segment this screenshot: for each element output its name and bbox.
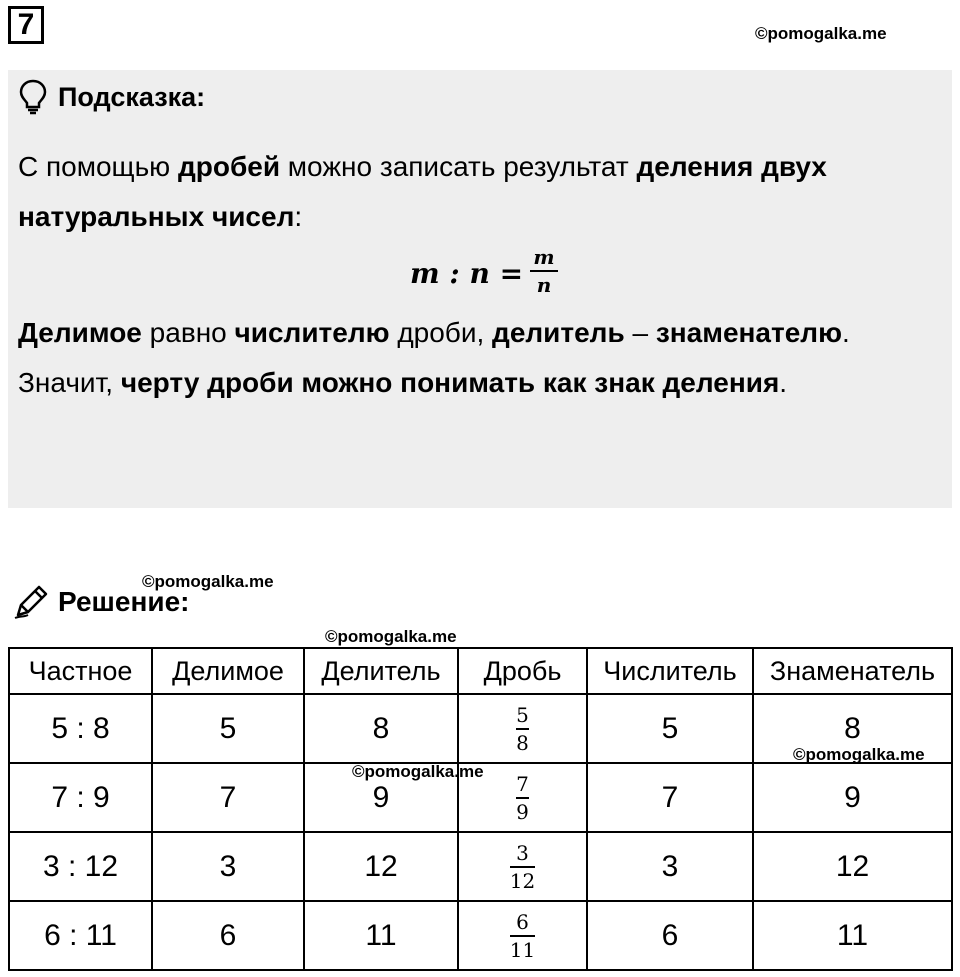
fraction-bar (516, 728, 529, 730)
cell-quotient: 3 : 12 (9, 832, 152, 901)
fraction-numerator: 6 (516, 909, 529, 934)
task-number: 7 (8, 6, 44, 44)
lightbulb-icon (18, 79, 48, 115)
solution-title (12, 583, 189, 621)
cell-fraction (458, 832, 587, 901)
cell-quotient: 6 : 11 (9, 901, 152, 970)
header-numerator: Числитель (587, 648, 753, 694)
header-denominator: Знаменатель (753, 648, 952, 694)
fraction (516, 704, 529, 754)
text: равно (141, 317, 235, 348)
cell-divisor: 9 (304, 763, 458, 832)
watermark: ©pomogalka.me (325, 627, 457, 646)
bold-text: черту дроби можно понимать как знак деления (120, 367, 780, 398)
formula-denominator: n (536, 273, 552, 297)
fraction-denominator: 12 (509, 868, 536, 893)
cell-denominator: 8 (753, 694, 952, 763)
text: : (294, 201, 303, 232)
header-dividend: Делимое (152, 648, 304, 694)
fraction-formula (410, 245, 560, 305)
cell-numerator: 3 (587, 832, 753, 901)
fraction-bar (510, 935, 535, 937)
fraction-bar (510, 866, 535, 868)
cell-denominator: 9 (753, 763, 952, 832)
text: . Значит, (18, 317, 850, 398)
cell-fraction (458, 901, 587, 970)
cell-dividend: 6 (152, 901, 304, 970)
fraction (516, 773, 529, 823)
fraction-bar (516, 797, 529, 799)
hint-title-text: Подсказка: (58, 81, 206, 112)
cell-quotient: 7 : 9 (9, 763, 152, 832)
text: – (624, 317, 656, 348)
cell-divisor: 11 (304, 901, 458, 970)
cell-numerator: 6 (587, 901, 753, 970)
cell-denominator: 11 (753, 901, 952, 970)
watermark: ©pomogalka.me (142, 572, 274, 591)
fraction-numerator: 7 (516, 771, 529, 796)
cell-dividend: 5 (152, 694, 304, 763)
cell-dividend: 3 (152, 832, 304, 901)
bold-text: Делимое (18, 317, 142, 348)
text: . (779, 367, 788, 398)
fraction-denominator: 8 (516, 730, 529, 755)
pencil-icon (12, 583, 50, 621)
table-header-row (9, 648, 952, 694)
hint-title (18, 79, 205, 115)
cell-quotient: 5 : 8 (9, 694, 152, 763)
fraction-numerator: 3 (516, 840, 529, 865)
bold-text: знаменателю (655, 317, 842, 348)
watermark: ©pomogalka.me (755, 24, 887, 43)
bold-text: деления двух натуральных чисел (18, 151, 827, 232)
table-row (9, 832, 952, 901)
bold-text: числителю (234, 317, 390, 348)
formula-fraction (530, 245, 558, 297)
bold-text: дробей (177, 151, 281, 182)
watermark: ©pomogalka.me (352, 762, 484, 781)
header-quotient: Частное (9, 648, 152, 694)
header-divisor: Делитель (304, 648, 458, 694)
cell-dividend: 7 (152, 763, 304, 832)
text: С помощью (18, 151, 178, 182)
hint-paragraph-2 (18, 308, 938, 408)
solution-title-text: Решение: (58, 586, 190, 617)
cell-numerator: 7 (587, 763, 753, 832)
cell-denominator: 12 (753, 832, 952, 901)
fraction (510, 842, 535, 892)
fraction (510, 911, 535, 961)
cell-divisor: 12 (304, 832, 458, 901)
bold-text: делитель (492, 317, 625, 348)
hint-paragraph-1 (18, 142, 938, 242)
cell-numerator: 5 (587, 694, 753, 763)
cell-divisor: 8 (304, 694, 458, 763)
header-fraction: Дробь (458, 648, 587, 694)
text: дроби, (389, 317, 493, 348)
fraction-numerator: 5 (516, 702, 529, 727)
fraction-denominator: 11 (509, 937, 536, 962)
text: можно записать результат (280, 151, 637, 182)
formula-numerator: m (533, 245, 555, 269)
watermark: ©pomogalka.me (793, 745, 925, 764)
solution-table (8, 647, 953, 971)
cell-fraction (458, 694, 587, 763)
formula-lhs: m : n = (410, 257, 524, 290)
table-row (9, 901, 952, 970)
fraction-denominator: 9 (516, 799, 529, 824)
